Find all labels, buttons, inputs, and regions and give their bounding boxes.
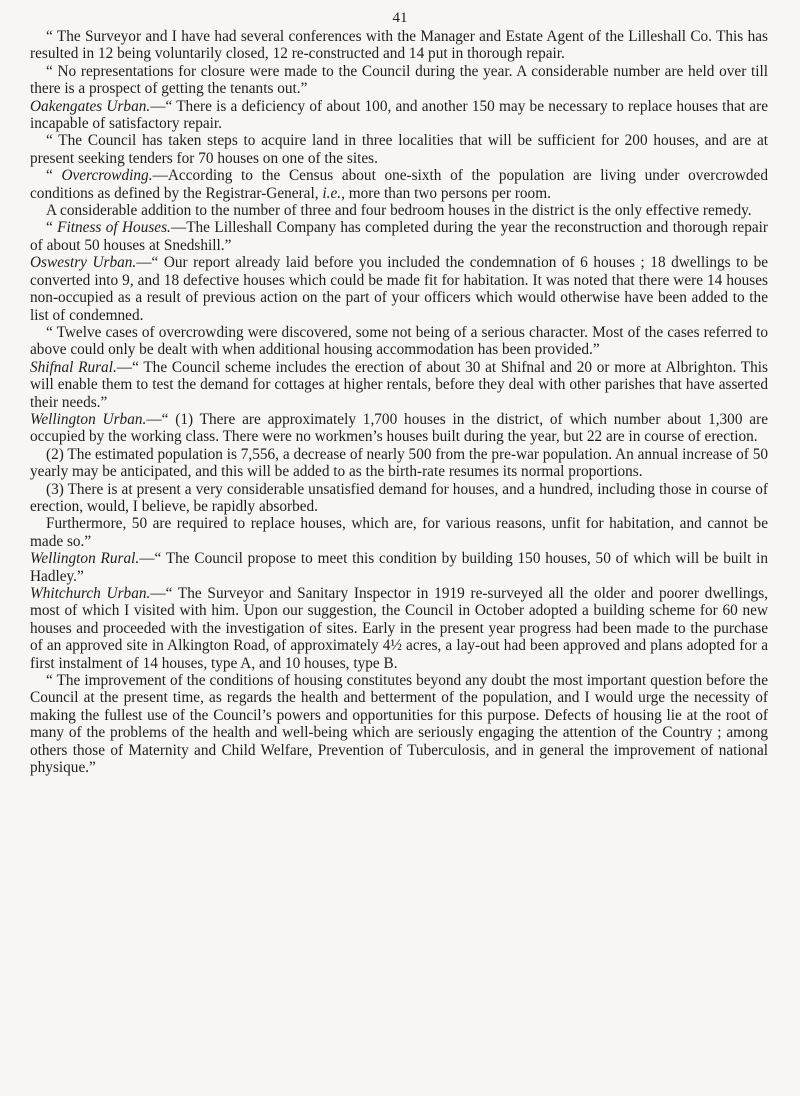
district-whitchurch-urban: Whitchurch Urban. bbox=[30, 585, 151, 602]
open-quote: “ bbox=[46, 167, 62, 185]
paragraph-text: —The Lilleshall Company has completed during the year the reconstruction and thorough repair of about 50 houses at Snedshill.” bbox=[30, 219, 768, 254]
paragraph-land-acquisition: “ The Council has taken steps to acquire land in three localities that will be sufficient for 200 houses, and are at present seeking tenders for 70 houses on one of the sites. bbox=[30, 132, 768, 167]
district-shifnal-rural: Shifnal Rural. bbox=[30, 358, 117, 376]
paragraph-replacement: Furthermore, 50 are required to replace houses, which are, for various reasons, unfit for habitation, and cannot be made so.” bbox=[30, 515, 768, 550]
open-quote: “ bbox=[46, 219, 58, 237]
paragraph-oswestry bbox=[30, 254, 768, 324]
abbreviation-ie: i.e., bbox=[322, 184, 345, 202]
paragraph-overcrowding bbox=[30, 167, 768, 202]
paragraph-demand: (3) There is at present a very considerable unsatisfied demand for houses, and a hundred, including those in course of erection, would, I believe, be rapidly absorbed. bbox=[30, 480, 768, 515]
subheading-fitness-of-houses: Fitness of Houses. bbox=[57, 219, 171, 237]
paragraph-fitness bbox=[30, 219, 768, 254]
district-oakengates-urban: Oakengates Urban. bbox=[30, 97, 151, 115]
paragraph-wellington-rural bbox=[30, 550, 768, 585]
paragraph-oakengates bbox=[30, 98, 768, 133]
paragraph-bedroom-houses: A considerable addition to the number of three and four bedroom houses in the district is the only effective remedy. bbox=[46, 202, 752, 220]
paragraph-improvement: “ The improvement of the conditions of housing constitutes beyond any doubt the most important question before the Council at the present time, as regards the health and betterment of the population, and I would urge the necessity of making the fullest use of the Council’s powers and opportunities for this purpose. Defects of housing lie at the root of many of the problems of the health and well-being which are seriously engaging the attention of the Country ; among others those of Maternity and Child Welfare, Prevention of Tuberculosis, and in general the improvement of national physique.” bbox=[30, 672, 768, 777]
paragraph-text: —“ The Council scheme includes the erection of about 30 at Shifnal and 20 or more at Albrighton. This will enable them to test the demand for cottages at higher rentals, before they deal with other parishes that have asserted their needs.” bbox=[30, 358, 768, 411]
page-number: 41 bbox=[392, 10, 408, 26]
paragraph-whitchurch bbox=[30, 585, 768, 672]
district-wellington-rural: Wellington Rural. bbox=[30, 550, 140, 568]
district-wellington-urban: Wellington Urban. bbox=[30, 410, 147, 428]
paragraph-twelve-cases: “ Twelve cases of overcrowding were discovered, some not being of a serious character. Most of the cases referred to above could only be dealt with when additional housing accommodation has been provided.” bbox=[30, 323, 768, 359]
paragraph-text: —“ There is a deficiency of about 100, and another 150 may be necessary to replace houses that are incapable of satisfactory repair. bbox=[30, 97, 768, 133]
district-oswestry-urban: Oswestry Urban. bbox=[30, 254, 137, 272]
paragraph-text: —“ The Surveyor and Sanitary Inspector in 1919 re-surveyed all the older and poorer dwellings, most of which I visited with him. Upon our suggestion, the Council in October adopted a building scheme for 60 new houses and proceeded with the investigation of sites. Early in the present year progress had been made to the purchase of an approved site in Alkington Road, of approximately 4½ acres, a lay-out had been approved and plans adopted for a first instalment of 14 houses, type A, and 10 houses, type B. bbox=[30, 585, 768, 672]
paragraph-lilleshall-conferences: “ The Surveyor and I have had several conferences with the Manager and Estate Agent of the Lilleshall Co. This has resulted in 12 being voluntarily closed, 12 re-constructed and 14 put in thorough repair. bbox=[30, 28, 768, 63]
paragraph-no-representations: “ No representations for closure were made to the Council during the year. A considerable number are held over till there is a prospect of getting the tenants out.” bbox=[30, 62, 768, 98]
paragraph-text-cont: more than two persons per room. bbox=[344, 184, 551, 202]
subheading-overcrowding: Overcrowding. bbox=[61, 167, 153, 185]
paragraph-text: —“ Our report already laid before you included the condemnation of 6 houses ; 18 dwellings to be converted into 9, and 18 defective houses which could be made fit for habitation. It was noted that there were 14 houses non-occupied as a result of previous action on the part of your officers which would otherwise have been added to the list of condemned. bbox=[30, 254, 769, 324]
paragraph-text: —“ The Council propose to meet this condition by building 150 houses, 50 of which will be built in Hadley.” bbox=[30, 550, 768, 585]
paragraph-text: —According to the Census about one-sixth of the population are living under overcrowded conditions as defined by the Registrar-General, bbox=[30, 167, 768, 202]
paragraph-population: (2) The estimated population is 7,556, a decrease of nearly 500 from the pre-war population. An annual increase of 50 yearly may be anticipated, and this will be added to as the birth-rate resumes its normal proportions. bbox=[30, 445, 768, 481]
paragraph-wellington-urban bbox=[30, 411, 768, 446]
paragraph-shifnal bbox=[30, 359, 768, 411]
report-body bbox=[30, 28, 768, 776]
paragraph-text: —“ (1) There are approximately 1,700 houses in the district, of which number about 1,300 are occupied by the working class. There were no workmen’s houses built during the year, but 22 are in course of erection. bbox=[30, 410, 768, 446]
